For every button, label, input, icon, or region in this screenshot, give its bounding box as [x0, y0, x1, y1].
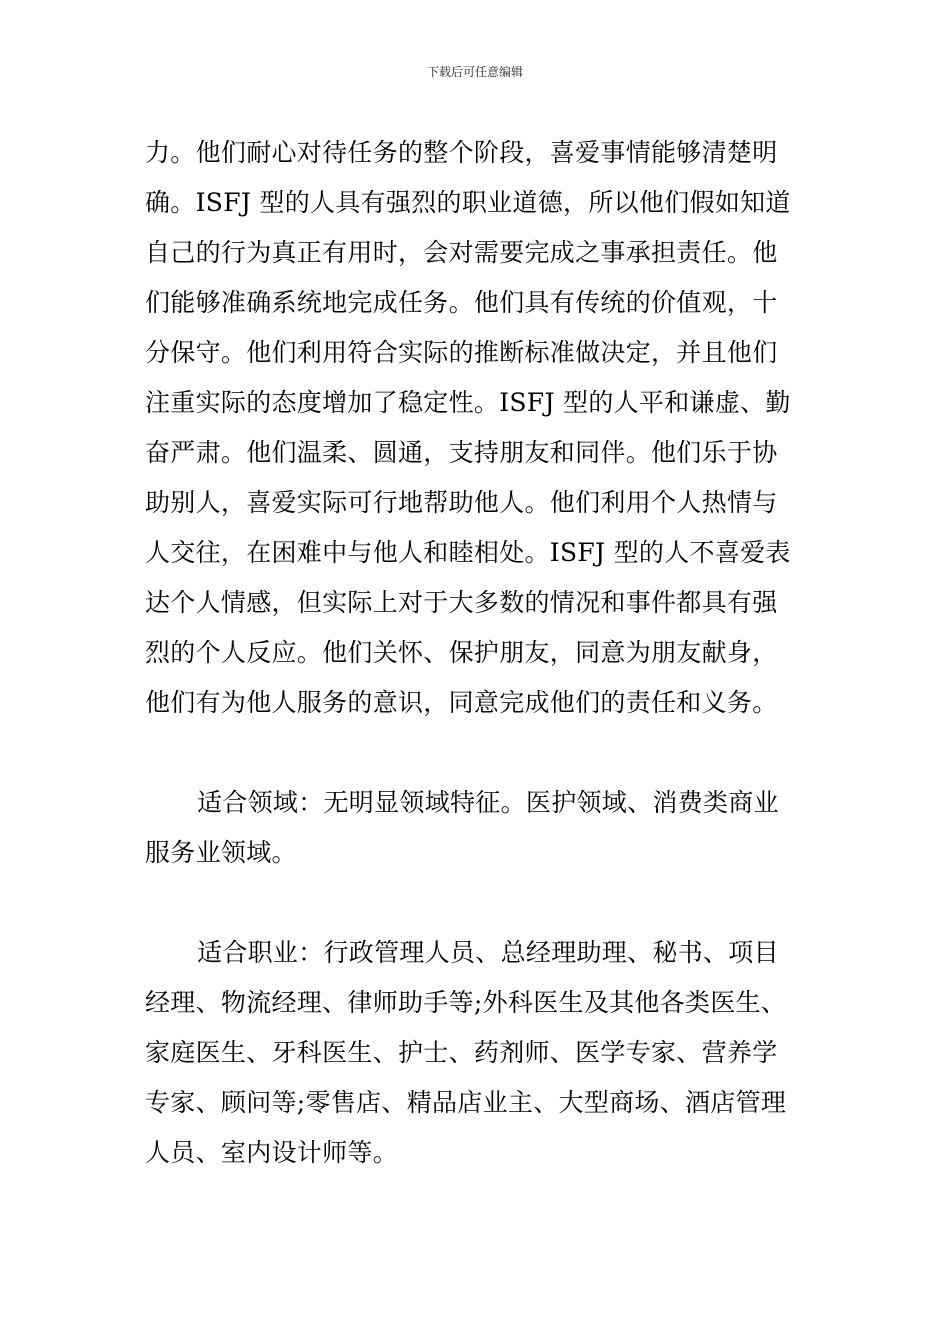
text-line: 人交往，在困难中与他人和睦相处。ISFJ 型的人不喜爱表 — [145, 538, 791, 567]
text-line: 奋严肃。他们温柔、圆通，支持朋友和同伴。他们乐于协 — [145, 438, 778, 467]
text-line: 达个人情感，但实际上对于大多数的情况和事件都具有强 — [145, 588, 778, 617]
paragraph-careers — [145, 928, 810, 1178]
text-line: 烈的个人反应。他们关怀、保护朋友，同意为朋友献身， — [145, 638, 778, 667]
document-body — [145, 128, 810, 1178]
text-line: 适合领域：无明显领域特征。医护领域、消费类商业 — [197, 788, 779, 817]
paragraph-description — [145, 128, 810, 728]
text-line: 助别人，喜爱实际可行地帮助他人。他们利用个人热情与 — [145, 488, 778, 517]
paragraph-fields — [145, 778, 810, 878]
text-line: 经理、物流经理、律师助手等;外科医生及其他各类医生、 — [145, 988, 787, 1017]
text-line: 服务业领域。 — [145, 838, 297, 867]
paragraph-spacer — [145, 728, 810, 778]
text-line: 自己的行为真正有用时，会对需要完成之事承担责任。他 — [145, 238, 778, 267]
text-line: 适合职业：行政管理人员、总经理助理、秘书、项目 — [197, 938, 779, 967]
page-header-note: 下载后可任意编辑 — [426, 65, 523, 79]
text-line: 他们有为他人服务的意识，同意完成他们的责任和义务。 — [145, 688, 778, 717]
text-line: 人员、室内设计师等。 — [145, 1138, 399, 1167]
text-line: 家庭医生、牙科医生、护士、药剂师、医学专家、营养学 — [145, 1038, 778, 1067]
text-line: 确。ISFJ 型的人具有强烈的职业道德，所以他们假如知道 — [145, 188, 791, 217]
text-line: 们能够准确系统地完成任务。他们具有传统的价值观，十 — [145, 288, 778, 317]
paragraph-spacer — [145, 878, 810, 928]
text-line: 专家、顾问等;零售店、精品店业主、大型商场、酒店管理 — [145, 1088, 787, 1117]
text-line: 力。他们耐心对待任务的整个阶段，喜爱事情能够清楚明 — [145, 138, 778, 167]
text-line: 注重实际的态度增加了稳定性。ISFJ 型的人平和谦虚、勤 — [145, 388, 791, 417]
text-line: 分保守。他们利用符合实际的推断标准做决定，并且他们 — [145, 338, 778, 367]
